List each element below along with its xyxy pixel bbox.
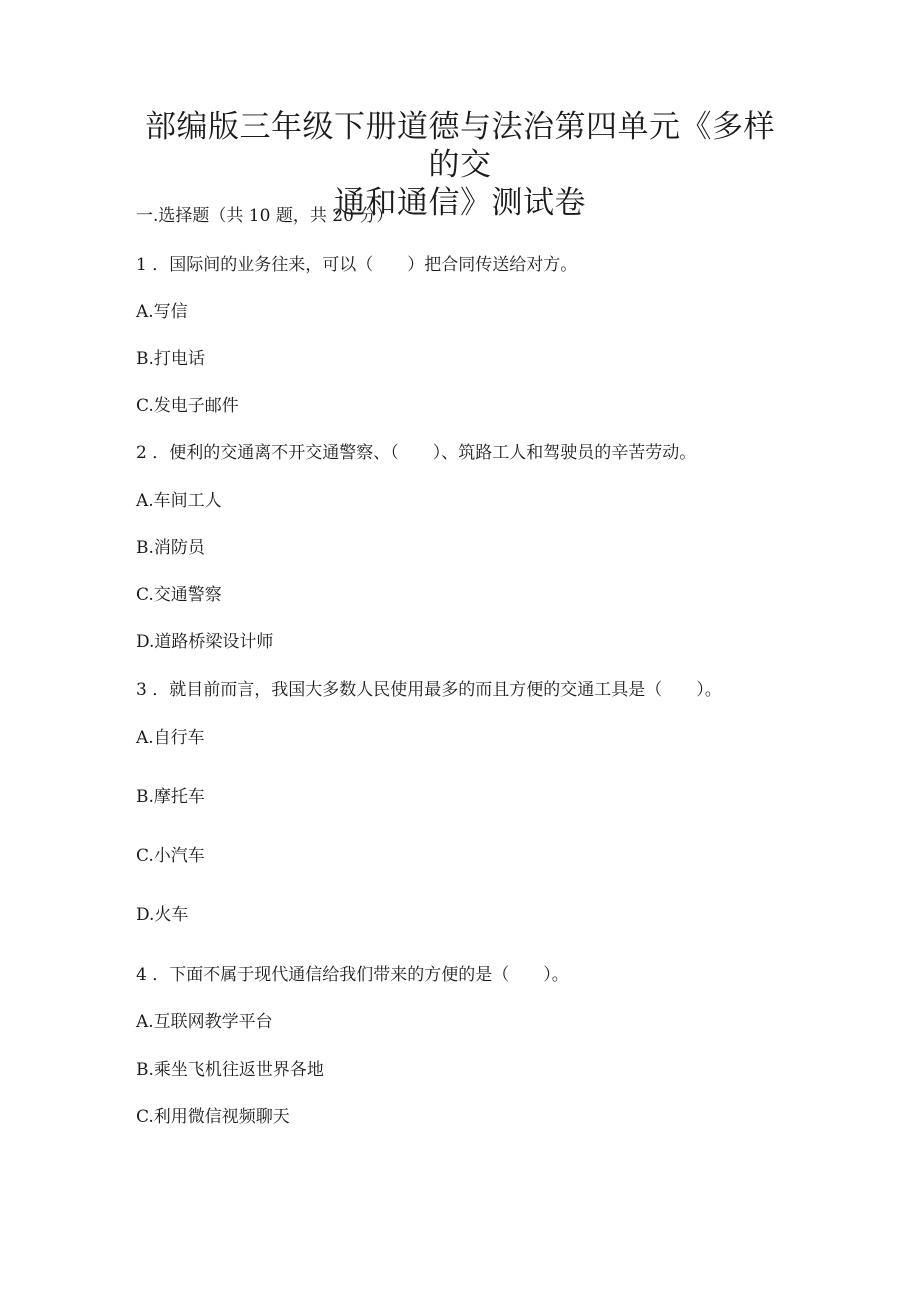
- question-3-option-b: B.摩托车: [136, 787, 205, 807]
- section-heading: 一.选择题（共 10 题，共 20 分）: [136, 206, 394, 226]
- question-2-stem: 2 ．便利的交通离不开交通警察、（ ）、筑路工人和驾驶员的辛苦劳动。: [136, 443, 697, 463]
- question-3-stem: 3 ．就目前而言，我国大多数人民使用最多的而且方便的交通工具是（ ）。: [136, 680, 722, 700]
- question-2-option-a: A.车间工人: [136, 491, 222, 511]
- question-1-option-c: C.发电子邮件: [136, 396, 239, 416]
- question-4-option-b: B.乘坐飞机往返世界各地: [136, 1060, 324, 1080]
- question-1-option-a: A.写信: [136, 302, 188, 322]
- question-3-option-c: C.小汽车: [136, 846, 205, 866]
- question-1-stem: 1 ．国际间的业务往来，可以（ ）把合同传送给对方。: [136, 255, 578, 275]
- title-line-2: 通和通信》测试卷: [334, 185, 586, 221]
- question-4-stem: 4 ．下面不属于现代通信给我们带来的方便的是（ ）。: [136, 965, 569, 985]
- question-2-option-d: D.道路桥梁设计师: [136, 632, 274, 652]
- question-4-option-c: C.利用微信视频聊天: [136, 1107, 290, 1127]
- question-2-option-c: C.交通警察: [136, 585, 222, 605]
- question-1-option-b: B.打电话: [136, 349, 205, 369]
- question-3-option-d: D.火车: [136, 905, 189, 925]
- question-4-option-a: A.互联网教学平台: [136, 1012, 273, 1032]
- question-2-option-b: B.消防员: [136, 538, 205, 558]
- question-3-option-a: A.自行车: [136, 728, 205, 748]
- title-line-1: 部编版三年级下册道德与法治第四单元《多样的交: [145, 109, 775, 183]
